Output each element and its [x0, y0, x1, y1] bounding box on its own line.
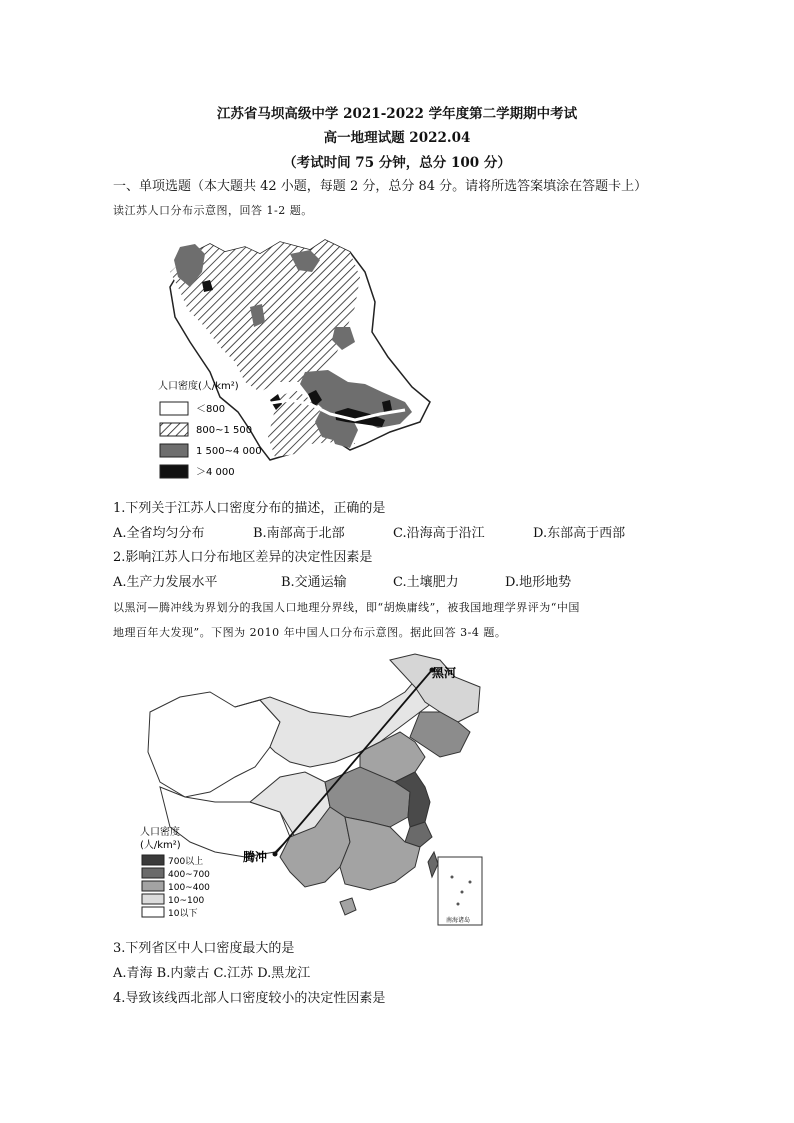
school-title: 江苏省马坝高级中学 2021-2022 学年度第二学期期中考试 [216, 106, 578, 122]
map2-legend-title-2: (人/km²) [140, 840, 181, 851]
legend2-label-700plus: 700以上 [168, 857, 204, 867]
intro-questions-3-4-line2: 地理百年大发现”。下图为 2010 年中国人口分布示意图。据此回答 3-4 题。 [113, 626, 507, 639]
legend-swatch-lt800 [160, 402, 188, 415]
q3-options: A.青海 B.内蒙古 C.江苏 D.黑龙江 [113, 966, 311, 981]
legend2-label-400-700: 400~700 [168, 870, 210, 880]
legend2-label-10-100: 10~100 [168, 896, 205, 906]
legend-swatch-1500-4000 [160, 444, 188, 457]
legend2-swatch-10-100 [142, 894, 164, 904]
legend2-swatch-100-400 [142, 881, 164, 891]
question-2-stem: 2.影响江苏人口分布地区差异的决定性因素是 [113, 550, 373, 565]
jiangsu-population-map [150, 232, 440, 482]
legend-swatch-800-1500 [160, 423, 188, 436]
q2-option-a: A.生产力发展水平 [113, 575, 218, 590]
legend2-label-lt10: 10以下 [168, 909, 198, 919]
china-population-map [140, 652, 485, 928]
legend-swatch-gt4000 [160, 465, 188, 478]
question-4-stem: 4.导致该线西北部人口密度较小的决定性因素是 [113, 991, 386, 1006]
legend-label-1500-4000: 1 500~4 000 [196, 446, 262, 457]
legend2-swatch-700plus [142, 855, 164, 865]
legend-label-800-1500: 800~1 500 [196, 425, 253, 436]
legend2-label-100-400: 100~400 [168, 883, 210, 893]
label-tengchong: 腾冲 [243, 850, 268, 864]
inset-label: 南海诸岛 [446, 917, 471, 924]
legend-label-gt4000: ＞4 000 [196, 467, 235, 478]
legend2-swatch-400-700 [142, 868, 164, 878]
question-3-stem: 3.下列省区中人口密度最大的是 [113, 941, 295, 956]
q1-option-c: C.沿海高于沿江 [393, 526, 485, 541]
q1-option-b: B.南部高于北部 [253, 526, 345, 541]
legend2-swatch-lt10 [142, 907, 164, 917]
q2-option-c: C.土壤肥力 [393, 575, 459, 590]
subject-title: 高一地理试题 2022.04 [323, 130, 471, 146]
q2-option-d: D.地形地势 [505, 575, 572, 590]
intro-questions-3-4-line1: 以黑河—腾冲线为界划分的我国人口地理分界线，即“胡焕庸线”，被我国地理学界评为“中国 [113, 601, 580, 614]
q2-option-b: B.交通运输 [281, 575, 347, 590]
exam-info: （考试时间 75 分钟，总分 100 分） [283, 155, 511, 171]
south-sea-inset [438, 857, 482, 925]
q1-option-a: A.全省均匀分布 [113, 526, 205, 541]
map1-legend-title: 人口密度(人/km²) [158, 381, 239, 392]
intro-questions-1-2: 读江苏人口分布示意图，回答 1-2 题。 [113, 204, 313, 217]
legend-label-lt800: ＜800 [196, 404, 226, 415]
section-heading: 一、单项选题（本大题共 42 小题，每题 2 分，总分 84 分。请将所选答案填涂在答题卡上） [113, 179, 648, 194]
q1-option-d: D.东部高于西部 [533, 526, 626, 541]
label-heihe: 黑河 [432, 666, 457, 680]
question-1-stem: 1.下列关于江苏人口密度分布的描述，正确的是 [113, 501, 386, 516]
map2-legend-title-1: 人口密度 [140, 827, 180, 838]
